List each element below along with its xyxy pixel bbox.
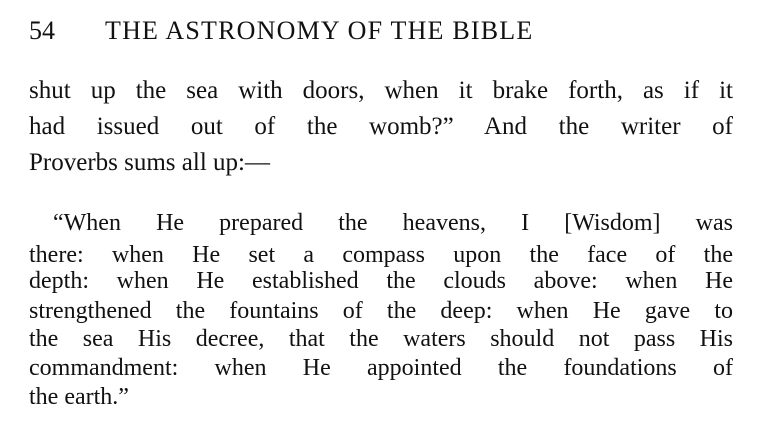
quotation-line: there: when He set a compass upon the face of the xyxy=(29,242,733,268)
quotation-line: the sea His decree, that the waters should not pass His xyxy=(29,326,733,352)
quotation-line: strengthened the fountains of the deep: when He gave to xyxy=(29,298,733,324)
running-title: THE ASTRONOMY OF THE BIBLE xyxy=(105,16,534,45)
page-number: 54 xyxy=(29,16,55,45)
paragraph-line: shut up the sea with doors, when it brake forth, as if it xyxy=(29,77,733,104)
quotation-line: the earth.” xyxy=(29,384,129,410)
paragraph-line: had issued out of the womb?” And the writer of xyxy=(29,113,733,140)
running-head xyxy=(29,14,729,48)
quotation-line: depth: when He established the clouds above: when He xyxy=(29,268,733,294)
paragraph-line: Proverbs sums all up:— xyxy=(29,149,270,176)
quotation-line: commandment: when He appointed the foundations of xyxy=(29,355,733,381)
quotation-line: “When He prepared the heavens, I [Wisdom] was xyxy=(53,210,733,236)
